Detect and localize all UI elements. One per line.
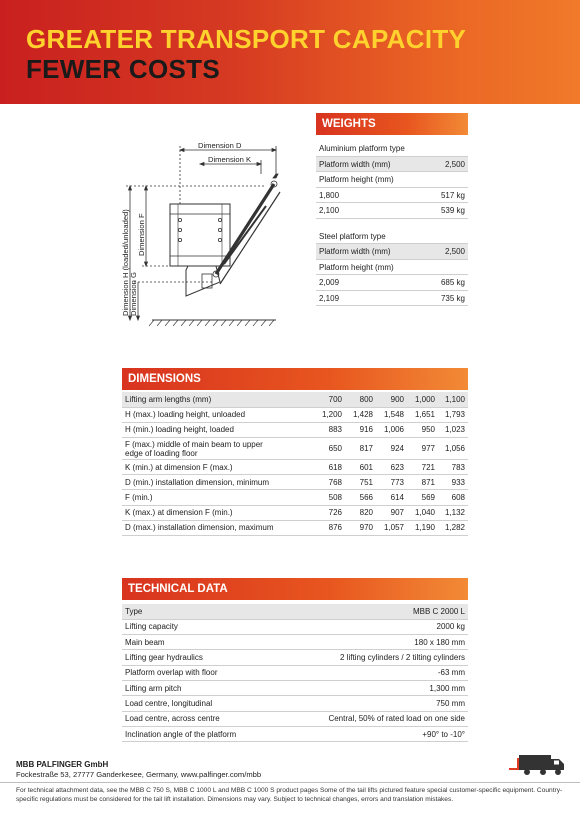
table-row: [122, 422, 468, 437]
cell-value: 2000 kg: [278, 619, 468, 634]
table-row: [122, 696, 468, 711]
table-row: [122, 665, 468, 680]
cell-value: 817: [344, 438, 375, 460]
weights-section: [316, 113, 468, 306]
table-row: [122, 505, 468, 520]
column-header: 800: [344, 392, 375, 407]
cell-value: 180 x 180 mm: [278, 635, 468, 650]
steel-height-label: Platform height (mm): [316, 260, 468, 276]
cell-value: Central, 50% of rated load on one side: [278, 711, 468, 726]
cell-value: 1,200: [313, 407, 344, 422]
cell-value: 1,132: [437, 505, 468, 520]
cell-value: 726: [313, 505, 344, 520]
aluminium-width-row: [316, 157, 468, 173]
header-banner: [0, 0, 580, 104]
row-label: H (max.) loading height, unloaded: [122, 407, 313, 422]
cell-value: 2 lifting cylinders / 2 tilting cylinders: [278, 650, 468, 665]
cell-value: 508: [313, 490, 344, 505]
cell-value: 1,056: [437, 438, 468, 460]
steel-heading: Steel platform type: [316, 229, 468, 245]
column-header: 1,000: [406, 392, 437, 407]
row-label: Main beam: [122, 635, 278, 650]
steel-weight-row: [316, 291, 468, 307]
cell-value: 950: [406, 422, 437, 437]
steel-width-value: 2,500: [444, 247, 465, 256]
row-label: K (max.) at dimension F (min.): [122, 505, 313, 520]
aluminium-height-label: Platform height (mm): [316, 172, 468, 188]
cell-value: 970: [344, 520, 375, 535]
table-row: [122, 520, 468, 535]
steel-weight-row: [316, 275, 468, 291]
cell-value: MBB C 2000 L: [278, 604, 468, 619]
row-label: Load centre, longitudinal: [122, 696, 278, 711]
row-label: F (min.): [122, 490, 313, 505]
row-label: Lifting capacity: [122, 619, 278, 634]
steel-height-value: 2,109: [319, 293, 340, 303]
label-dimension-k: Dimension K: [208, 155, 252, 164]
cell-value: 1,023: [437, 422, 468, 437]
aluminium-weight-row: [316, 203, 468, 219]
technical-data-table: [122, 604, 468, 742]
cell-value: 1,300 mm: [278, 680, 468, 695]
cell-value: 933: [437, 475, 468, 490]
cell-value: 871: [406, 475, 437, 490]
disclaimer: For technical attachment data, see the MBB C 750 S, MBB C 1000 L and MBB C 1000 S product pages Some of the tail lifts pictured feature special customer-specific equipment. Country-specific regulations must be considered for the tail lift installation. Dimensions may vary. Subject to technical changes, errors and translation mistakes.: [16, 787, 563, 803]
cell-value: 614: [375, 490, 406, 505]
table-row: [122, 635, 468, 650]
cell-value: 618: [313, 460, 344, 475]
truck-tail-lift-icon: [505, 752, 569, 778]
table-row: [122, 726, 468, 741]
cell-value: 751: [344, 475, 375, 490]
table-row: [122, 711, 468, 726]
cell-value: 750 mm: [278, 696, 468, 711]
dimensions-table: [122, 392, 468, 536]
cell-value: 1,651: [406, 407, 437, 422]
cell-value: 623: [375, 460, 406, 475]
cell-value: 783: [437, 460, 468, 475]
steel-width-label: Platform width (mm): [319, 247, 391, 256]
dimensions-title: DIMENSIONS: [122, 368, 468, 390]
company-address: Fockestraße 53, 27777 Ganderkesee, Germany, www.palfinger.com/mbb: [16, 770, 262, 779]
weights-title: WEIGHTS: [316, 113, 468, 135]
label-dimension-g: Dimension G: [129, 272, 138, 316]
cell-value: 1,057: [375, 520, 406, 535]
aluminium-height-value: 2,100: [319, 206, 340, 215]
aluminium-weight-value: 517 kg: [440, 190, 465, 200]
cell-value: 721: [406, 460, 437, 475]
row-label: D (max.) installation dimension, maximum: [122, 520, 313, 535]
steel-width-row: [316, 244, 468, 260]
cell-value: 1,793: [437, 407, 468, 422]
column-header: 1,100: [437, 392, 468, 407]
cell-value: 1,428: [344, 407, 375, 422]
cell-value: 773: [375, 475, 406, 490]
cell-value: 907: [375, 505, 406, 520]
row-label: Platform overlap with floor: [122, 665, 278, 680]
row-label: K (min.) at dimension F (max.): [122, 460, 313, 475]
table-row: [122, 475, 468, 490]
cell-value: +90° to -10°: [278, 726, 468, 741]
tail-lift-drawing: [116, 134, 312, 330]
steel-weight-value: 735 kg: [440, 293, 465, 303]
row-label: Type: [122, 604, 278, 619]
row-label: Lifting arm pitch: [122, 680, 278, 695]
table-row: [122, 604, 468, 619]
cell-value: 569: [406, 490, 437, 505]
label-dimension-f: Dimension F: [137, 213, 146, 256]
row-label: Inclination angle of the platform: [122, 726, 278, 741]
dimensions-header-row: [122, 392, 468, 407]
aluminium-weight-value: 539 kg: [440, 206, 465, 215]
cell-value: -63 mm: [278, 665, 468, 680]
aluminium-weight-row: [316, 188, 468, 204]
cell-value: 566: [344, 490, 375, 505]
cell-value: 820: [344, 505, 375, 520]
technical-data-section: [122, 578, 468, 742]
aluminium-height-value: 1,800: [319, 190, 340, 200]
company-name: MBB PALFINGER GmbH: [16, 760, 109, 769]
label-dimension-h: Dimension H (loaded/unloaded): [121, 209, 130, 316]
technical-data-title: TECHNICAL DATA: [122, 578, 468, 600]
cell-value: 608: [437, 490, 468, 505]
cell-value: 1,548: [375, 407, 406, 422]
dimensions-section: [122, 368, 468, 536]
table-row: [122, 460, 468, 475]
table-row: [122, 490, 468, 505]
table-row: [122, 619, 468, 634]
footer-divider: [0, 782, 580, 783]
cell-value: 650: [313, 438, 344, 460]
cell-value: 876: [313, 520, 344, 535]
cell-value: 768: [313, 475, 344, 490]
label-dimension-d: Dimension D: [198, 141, 242, 150]
cell-value: 1,006: [375, 422, 406, 437]
aluminium-width-label: Platform width (mm): [319, 159, 391, 169]
table-row: [122, 407, 468, 422]
dimensions-header-label: Lifting arm lengths (mm): [122, 392, 313, 407]
aluminium-heading: Aluminium platform type: [316, 141, 468, 157]
row-label: H (min.) loading height, loaded: [122, 422, 313, 437]
cell-value: 883: [313, 422, 344, 437]
row-label: Lifting gear hydraulics: [122, 650, 278, 665]
cell-value: 924: [375, 438, 406, 460]
title-line-1: GREATER TRANSPORT CAPACITY: [26, 24, 467, 54]
cell-value: 916: [344, 422, 375, 437]
row-label: D (min.) installation dimension, minimum: [122, 475, 313, 490]
cell-value: 601: [344, 460, 375, 475]
row-label: Load centre, across centre: [122, 711, 278, 726]
table-row: [122, 650, 468, 665]
cell-value: 1,190: [406, 520, 437, 535]
cell-value: 1,282: [437, 520, 468, 535]
steel-height-value: 2,009: [319, 278, 340, 287]
column-header: 700: [313, 392, 344, 407]
aluminium-width-value: 2,500: [444, 159, 465, 169]
row-label: F (max.) middle of main beam to upper edge of loading floor: [122, 438, 313, 460]
column-header: 900: [375, 392, 406, 407]
table-row: [122, 438, 468, 460]
title-line-2: FEWER COSTS: [26, 54, 220, 84]
cell-value: 1,040: [406, 505, 437, 520]
cell-value: 977: [406, 438, 437, 460]
table-row: [122, 680, 468, 695]
steel-weight-value: 685 kg: [440, 278, 465, 287]
